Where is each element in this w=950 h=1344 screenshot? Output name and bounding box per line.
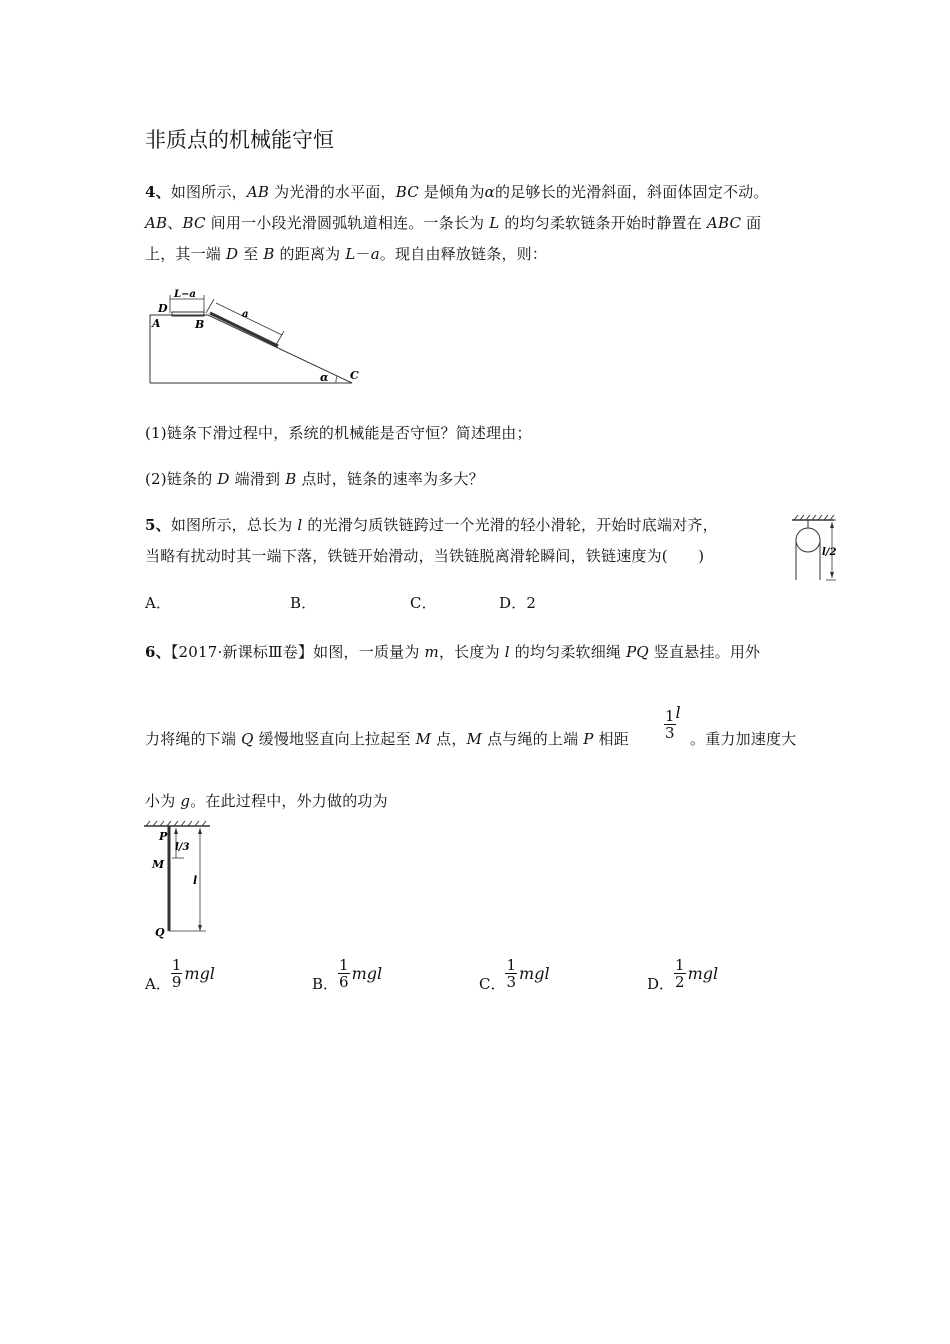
text: M — [415, 730, 432, 748]
q6-line2 — [145, 728, 629, 749]
text: 相距 — [593, 730, 629, 748]
text: P — [583, 730, 594, 748]
option-tail: mgl — [519, 964, 550, 983]
text: D — [217, 470, 230, 488]
frac-num: 1 — [675, 956, 685, 974]
option-tail: mgl — [351, 964, 383, 983]
text: 缓慢地竖直向上拉起至 — [253, 730, 416, 748]
q5-option-d: D．2 — [499, 594, 537, 612]
q6-line3 — [145, 790, 388, 811]
text: m — [424, 643, 439, 661]
text: l — [504, 643, 510, 661]
frac-num: 1 — [339, 956, 349, 974]
text: ABC — [706, 214, 742, 232]
text: Q — [241, 730, 254, 748]
q6-line1 — [145, 641, 760, 662]
label-Q: Q — [155, 926, 165, 939]
frac-den: 9 — [171, 973, 182, 991]
label-l-third: l/3 — [175, 842, 190, 853]
q4-incline-figure — [140, 285, 380, 395]
text: 小为 — [145, 792, 181, 810]
q6-number: 6、 — [145, 643, 171, 661]
text: g — [180, 792, 191, 810]
text: 至 — [238, 245, 264, 263]
q6-rope-figure — [140, 818, 220, 943]
text: 如图所示， — [170, 183, 247, 201]
q5-option-b: B． — [290, 594, 317, 612]
text: L — [345, 245, 356, 263]
q6-option-a — [145, 958, 215, 994]
text: 点与绳的上端 — [482, 730, 584, 748]
text: 点， — [431, 730, 467, 748]
text: 。在此过程中，外力做的功为 — [190, 792, 388, 810]
text: BC — [395, 183, 419, 201]
q6-option-b — [312, 958, 382, 994]
text: 的均匀柔软链条开始时静置在 — [499, 214, 707, 232]
text: B — [285, 470, 297, 488]
text: a — [370, 245, 380, 263]
label-D: D — [158, 302, 168, 315]
q6-line2-tail: 。重力加速度大 — [690, 730, 797, 748]
text: PQ — [626, 643, 649, 661]
text: 的足够长的光滑斜面，斜面体固定不动。 — [495, 183, 769, 201]
text: 的光滑匀质铁链跨过一个光滑的轻小滑轮，开始时底端对齐， — [302, 516, 718, 534]
text: 间用一小段光滑圆弧轨道相连。一条长为 — [205, 214, 490, 232]
label-P: P — [159, 830, 168, 843]
q5-number: 5、 — [145, 516, 171, 534]
text: 的均匀柔软细绳 — [509, 643, 627, 661]
text: 是倾角为 — [418, 183, 485, 201]
text: 端滑到 — [229, 470, 286, 488]
text: BC — [182, 214, 206, 232]
option-label: C． — [479, 975, 506, 993]
frac-num: 1 — [171, 956, 182, 974]
text: B — [263, 245, 275, 263]
label-L-minus-a: L−a — [174, 289, 196, 300]
text: AB — [246, 183, 270, 201]
frac-num: 1 — [506, 956, 517, 974]
option-label: D． — [647, 975, 675, 993]
text: 的距离为 — [274, 245, 346, 263]
text: 。现自由释放链条，则： — [379, 245, 548, 263]
text: α — [484, 183, 496, 201]
label-alpha: α — [320, 371, 329, 384]
label-C: C — [350, 369, 359, 382]
text: 力将绳的下端 — [145, 730, 242, 748]
option-tail: mgl — [184, 964, 215, 983]
q5-option-c: C． — [410, 594, 437, 612]
q4-line3 — [145, 243, 547, 264]
frac-den: 2 — [675, 973, 685, 991]
text: 【2017·新课标Ⅲ卷】如图，一质量为 — [170, 643, 425, 661]
q4-sub1: (1)链条下滑过程中，系统的机械能是否守恒？简述理由； — [145, 424, 532, 442]
text: L — [489, 214, 500, 232]
text: 如图所示，总长为 — [170, 516, 298, 534]
q5-line1 — [145, 514, 718, 535]
label-B: B — [195, 318, 205, 331]
q5-option-a: A． — [145, 594, 172, 612]
q4-number: 4、 — [145, 183, 171, 201]
q4-sub2 — [145, 468, 484, 489]
text: (2)链条的 — [145, 470, 218, 488]
label-A: A — [152, 317, 161, 330]
q4-line1 — [145, 181, 769, 202]
label-l: l — [193, 874, 198, 887]
text: M — [466, 730, 483, 748]
frac-var: l — [675, 703, 681, 722]
text: 上，其一端 — [145, 245, 226, 263]
label-a: a — [242, 309, 249, 320]
text: ，长度为 — [438, 643, 505, 661]
q5-line2: 当略有扰动时其一端下落，铁链开始滑动，当铁链脱离滑轮瞬间，铁链速度为( ) — [145, 547, 705, 565]
option-tail: mgl — [687, 964, 719, 983]
text: D — [225, 245, 239, 263]
option-label: B． — [312, 975, 339, 993]
text: AB — [145, 214, 168, 232]
frac-den: 6 — [339, 973, 349, 991]
text: 为光滑的水平面， — [269, 183, 396, 201]
text: － — [355, 245, 371, 263]
pulley-wheel — [796, 528, 820, 552]
frac-den: 3 — [506, 973, 517, 991]
text: 竖直悬挂。用外 — [648, 643, 761, 661]
label-M: M — [152, 858, 165, 871]
text: 点时，链条的速率为多大？ — [296, 470, 484, 488]
option-label: A． — [145, 975, 171, 993]
q6-option-c — [479, 958, 550, 994]
q6-option-d — [647, 958, 718, 994]
text: 、 — [167, 214, 183, 232]
text: 面 — [741, 214, 762, 232]
text: l — [297, 516, 303, 534]
frac-num: 1 — [665, 707, 675, 725]
q4-line2 — [145, 212, 761, 233]
frac-den: 3 — [665, 724, 675, 742]
q6-fraction-one-third — [664, 703, 681, 742]
page-title: 非质点的机械能守恒 — [145, 128, 334, 152]
q5-pulley-figure — [790, 510, 850, 588]
label-l-half: l/2 — [822, 547, 837, 558]
